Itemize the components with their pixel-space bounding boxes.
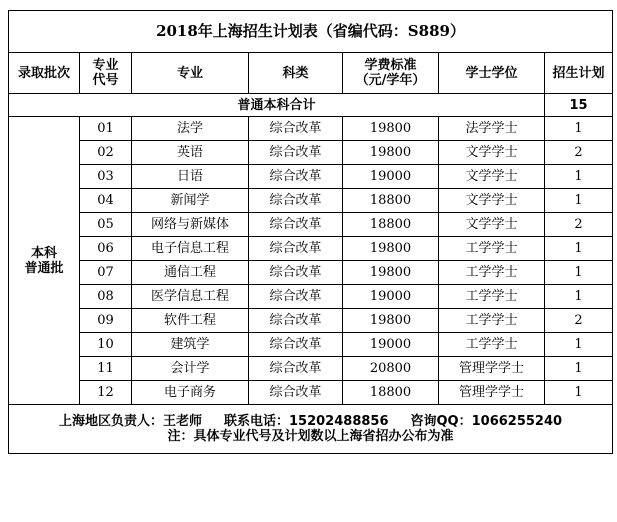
- cell-category: 综合改革: [249, 357, 343, 381]
- cell-major: 电子信息工程: [132, 237, 249, 261]
- header-code-line2: 代号: [92, 73, 119, 88]
- cell-code: 09: [80, 309, 132, 333]
- cell-major: 日语: [132, 165, 249, 189]
- cell-major: 会计学: [132, 357, 249, 381]
- cell-fee: 19000: [343, 333, 439, 357]
- footer-cell: [9, 405, 613, 454]
- cell-degree: 文学学士: [439, 189, 545, 213]
- cell-degree: 管理学学士: [439, 357, 545, 381]
- cell-fee: 18800: [343, 381, 439, 405]
- cell-fee: 19000: [343, 285, 439, 309]
- table-row: [9, 357, 613, 381]
- cell-code: 03: [80, 165, 132, 189]
- table-row: [9, 285, 613, 309]
- cell-category: 综合改革: [249, 333, 343, 357]
- table-row: [9, 309, 613, 333]
- cell-major: 英语: [132, 141, 249, 165]
- cell-plan: 2: [545, 213, 613, 237]
- cell-code: 10: [80, 333, 132, 357]
- cell-code: 01: [80, 117, 132, 141]
- cell-major: 建筑学: [132, 333, 249, 357]
- batch-line1: 本科: [30, 245, 57, 261]
- cell-major: 新闻学: [132, 189, 249, 213]
- cell-fee: 19800: [343, 261, 439, 285]
- cell-code: 12: [80, 381, 132, 405]
- cell-fee: 18800: [343, 189, 439, 213]
- cell-fee: 18800: [343, 213, 439, 237]
- cell-category: 综合改革: [249, 189, 343, 213]
- cell-category: 综合改革: [249, 213, 343, 237]
- cell-fee: 20800: [343, 357, 439, 381]
- cell-major: 医学信息工程: [132, 285, 249, 309]
- cell-major: 软件工程: [132, 309, 249, 333]
- header-degree: 学士学位: [439, 53, 545, 94]
- cell-fee: 19800: [343, 309, 439, 333]
- cell-category: 综合改革: [249, 381, 343, 405]
- header-code-line1: 专业: [92, 58, 119, 73]
- cell-category: 综合改革: [249, 261, 343, 285]
- cell-fee: 19000: [343, 165, 439, 189]
- header-code: [80, 53, 132, 94]
- cell-plan: 1: [545, 237, 613, 261]
- cell-category: 综合改革: [249, 165, 343, 189]
- cell-degree: 文学学士: [439, 141, 545, 165]
- header-plan: 招生计划: [545, 53, 613, 94]
- cell-degree: 管理学学士: [439, 381, 545, 405]
- batch-line2: 普通批: [24, 260, 64, 276]
- cell-fee: 19800: [343, 141, 439, 165]
- batch-cell: [9, 117, 80, 405]
- table-row: [9, 237, 613, 261]
- cell-degree: 工学学士: [439, 261, 545, 285]
- cell-category: 综合改革: [249, 309, 343, 333]
- cell-degree: 工学学士: [439, 333, 545, 357]
- cell-code: 04: [80, 189, 132, 213]
- table-row: [9, 117, 613, 141]
- footer-qq: 咨询QQ：1066255240: [410, 414, 563, 429]
- header-row: [9, 53, 613, 94]
- cell-code: 08: [80, 285, 132, 309]
- cell-code: 05: [80, 213, 132, 237]
- enrollment-plan-table: [8, 10, 613, 454]
- header-major: 专业: [132, 53, 249, 94]
- summary-label: 普通本科合计: [9, 94, 545, 117]
- header-category: 科类: [249, 53, 343, 94]
- table-row: [9, 141, 613, 165]
- cell-major: 电子商务: [132, 381, 249, 405]
- cell-plan: 1: [545, 261, 613, 285]
- cell-category: 综合改革: [249, 237, 343, 261]
- cell-plan: 2: [545, 309, 613, 333]
- cell-code: 11: [80, 357, 132, 381]
- cell-degree: 文学学士: [439, 213, 545, 237]
- table-row: [9, 381, 613, 405]
- cell-plan: 1: [545, 165, 613, 189]
- header-fee: [343, 53, 439, 94]
- cell-degree: 工学学士: [439, 285, 545, 309]
- cell-code: 02: [80, 141, 132, 165]
- header-batch: 录取批次: [9, 53, 80, 94]
- header-fee-line1: 学费标准: [364, 58, 417, 73]
- cell-degree: 法学学士: [439, 117, 545, 141]
- cell-code: 07: [80, 261, 132, 285]
- table-row: [9, 189, 613, 213]
- summary-row: [9, 94, 613, 117]
- cell-degree: 工学学士: [439, 309, 545, 333]
- cell-code: 06: [80, 237, 132, 261]
- footer-contact-person: 上海地区负责人：王老师: [58, 414, 202, 429]
- footer-row: [9, 405, 613, 454]
- table-row: [9, 165, 613, 189]
- table-row: [9, 261, 613, 285]
- cell-plan: 1: [545, 333, 613, 357]
- cell-plan: 1: [545, 381, 613, 405]
- table-row: [9, 333, 613, 357]
- table-row: [9, 213, 613, 237]
- cell-plan: 1: [545, 285, 613, 309]
- summary-total: 15: [545, 94, 613, 117]
- cell-plan: 1: [545, 189, 613, 213]
- cell-major: 通信工程: [132, 261, 249, 285]
- cell-degree: 文学学士: [439, 165, 545, 189]
- cell-category: 综合改革: [249, 117, 343, 141]
- cell-category: 综合改革: [249, 141, 343, 165]
- cell-major: 法学: [132, 117, 249, 141]
- cell-category: 综合改革: [249, 285, 343, 309]
- cell-major: 网络与新媒体: [132, 213, 249, 237]
- table-title: 2018年上海招生计划表（省编代码：S889）: [9, 11, 613, 53]
- footer-note: 注：具体专业代号及计划数以上海省招办公布为准: [167, 429, 454, 444]
- cell-degree: 工学学士: [439, 237, 545, 261]
- footer-phone: 联系电话：15202488856: [224, 414, 389, 429]
- cell-fee: 19800: [343, 237, 439, 261]
- cell-plan: 1: [545, 117, 613, 141]
- cell-fee: 19800: [343, 117, 439, 141]
- cell-plan: 2: [545, 141, 613, 165]
- header-fee-line2: （元/学年）: [355, 73, 426, 88]
- cell-plan: 1: [545, 357, 613, 381]
